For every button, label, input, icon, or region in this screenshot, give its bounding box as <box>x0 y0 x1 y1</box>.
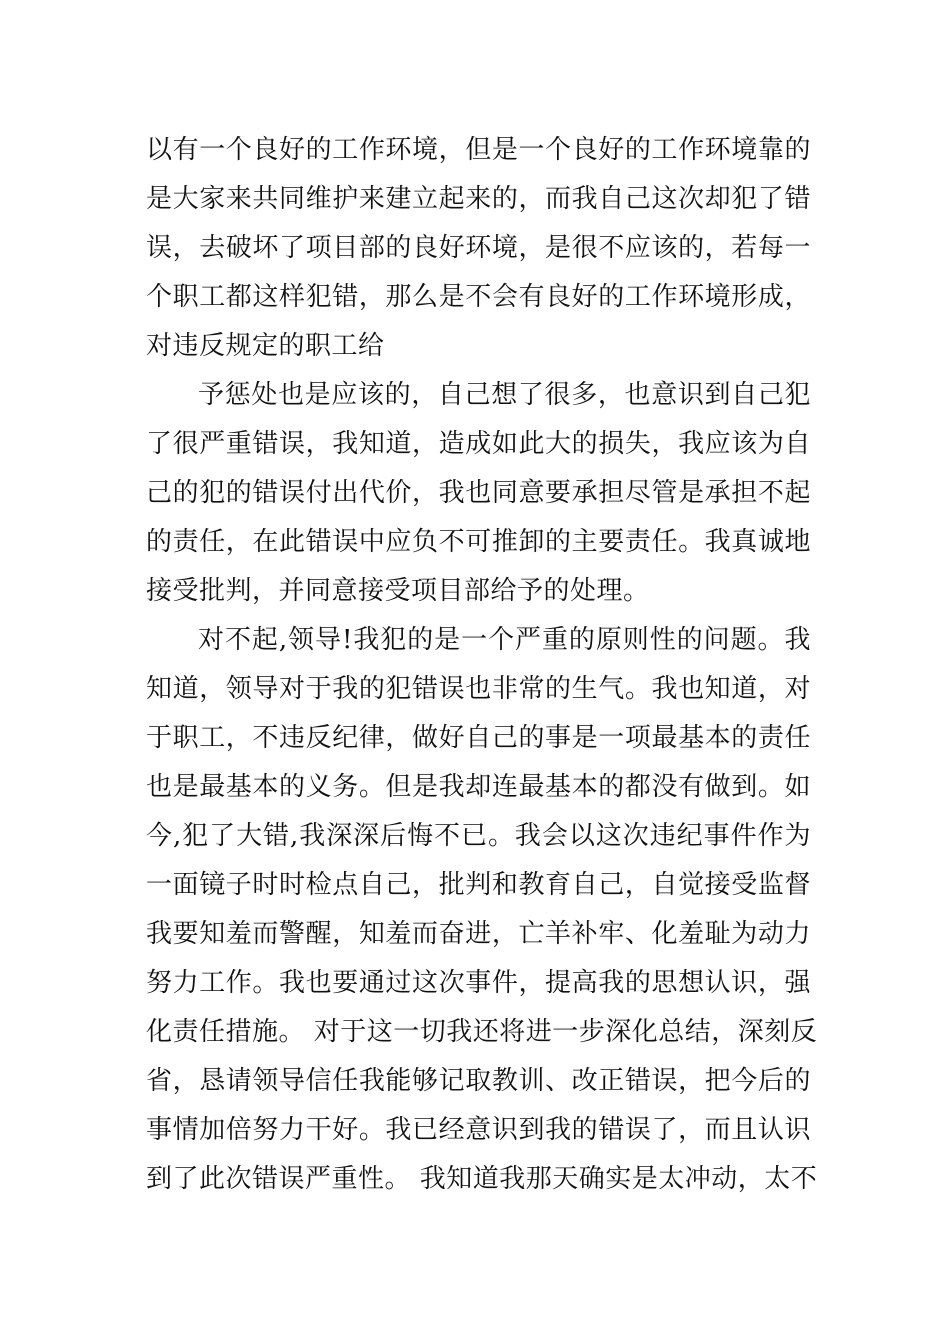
text-line: 化责任措施。 对于这一切我还将进一步深化总结，深刻反 <box>146 1017 818 1047</box>
text-line: 对违反规定的职工给 <box>146 331 385 361</box>
text-line: 到了此次错误严重性。 我知道我那天确实是太冲动，太不 <box>146 1164 818 1194</box>
text-line: 误，去破坏了项目部的良好环境，是很不应该的，若每一 <box>146 233 811 263</box>
text-line: 以有一个良好的工作环境，但是一个良好的工作环境靠的 <box>146 135 811 165</box>
text-line: 省，恳请领导信任我能够记取教训、改正错误，把今后的 <box>146 1066 811 1096</box>
text-line: 了很严重错误，我知道，造成如此大的损失，我应该为自 <box>146 429 811 459</box>
text-line: 对不起,领导!我犯的是一个严重的原则性的问题。我 <box>198 625 811 655</box>
text-line: 个职工都这样犯错，那么是不会有良好的工作环境形成， <box>146 282 811 312</box>
text-line: 接受批判，并同意接受项目部给予的处理。 <box>146 576 650 606</box>
paragraph <box>146 371 811 616</box>
document-body <box>146 126 818 1204</box>
text-line: 我要知羞而警醒，知羞而奋进，亡羊补牢、化羞耻为动力 <box>146 919 811 949</box>
text-line: 己的犯的错误付出代价，我也同意要承担尽管是承担不起 <box>146 478 811 508</box>
text-line: 知道，领导对于我的犯错误也非常的生气。我也知道，对 <box>146 674 811 704</box>
text-line: 于职工，不违反纪律，做好自己的事是一项最基本的责任 <box>146 723 811 753</box>
text-line: 也是最基本的义务。但是我却连最基本的都没有做到。如 <box>146 772 811 802</box>
text-line: 一面镜子时时检点自己，批判和教育自己，自觉接受监督 <box>146 870 811 900</box>
paragraph <box>146 616 818 1204</box>
text-line: 努力工作。我也要通过这次事件，提高我的思想认识，强 <box>146 968 811 998</box>
text-line: 予惩处也是应该的，自己想了很多，也意识到自己犯 <box>198 380 811 410</box>
text-line: 事情加倍努力干好。我已经意识到我的错误了，而且认识 <box>146 1115 811 1145</box>
text-line: 的责任，在此错误中应负不可推卸的主要责任。我真诚地 <box>146 527 811 557</box>
paragraph <box>146 126 811 371</box>
text-line: 是大家来共同维护来建立起来的，而我自己这次却犯了错 <box>146 184 811 214</box>
text-line: 今,犯了大错,我深深后悔不已。我会以这次违纪事件作为 <box>146 821 811 851</box>
